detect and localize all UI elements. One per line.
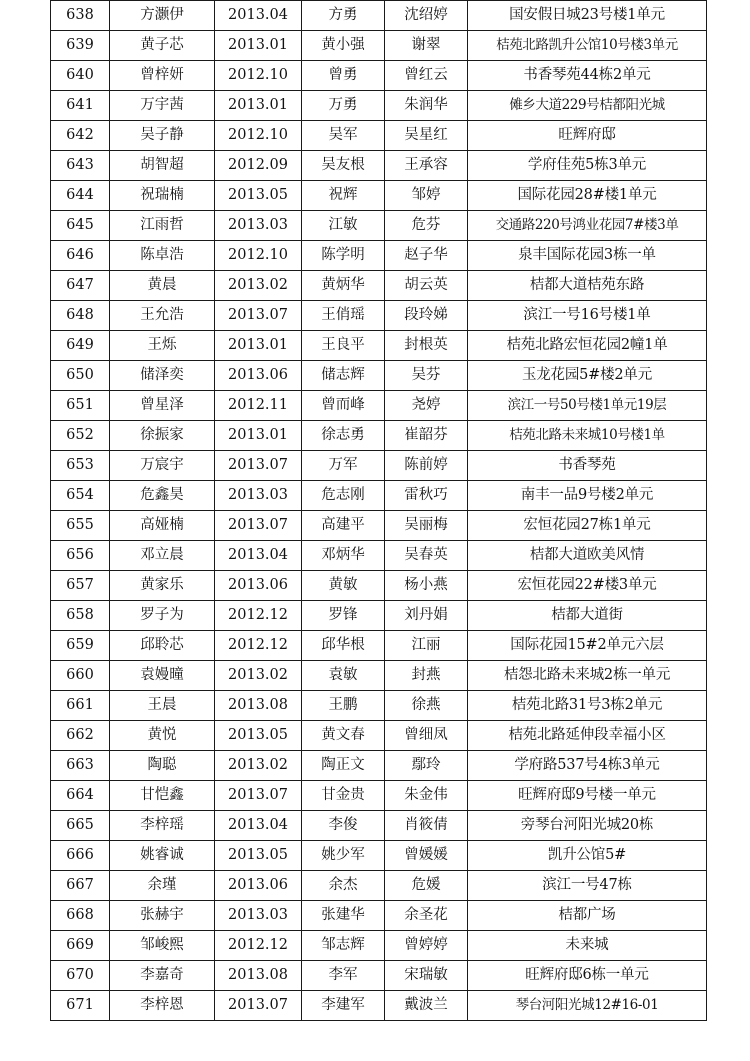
father-name-cell: 徐志勇 xyxy=(302,421,385,451)
student-name-cell: 黄悦 xyxy=(110,721,215,751)
father-name-cell: 罗锋 xyxy=(302,601,385,631)
mother-name-cell: 杨小燕 xyxy=(385,571,468,601)
student-name-cell: 邱聆芯 xyxy=(110,631,215,661)
birth-date-cell: 2013.03 xyxy=(215,901,302,931)
father-name-cell: 邓炳华 xyxy=(302,541,385,571)
father-name-cell: 王俏瑶 xyxy=(302,301,385,331)
student-name-cell: 李梓恩 xyxy=(110,991,215,1021)
table-row xyxy=(51,181,707,211)
student-name-cell: 吴子静 xyxy=(110,121,215,151)
student-name-cell: 黄家乐 xyxy=(110,571,215,601)
student-name-cell: 江雨哲 xyxy=(110,211,215,241)
table-row xyxy=(51,991,707,1021)
table-row xyxy=(51,841,707,871)
father-name-cell: 黄文春 xyxy=(302,721,385,751)
row-number-cell: 660 xyxy=(51,661,110,691)
mother-name-cell: 陈前婷 xyxy=(385,451,468,481)
birth-date-cell: 2012.12 xyxy=(215,931,302,961)
father-name-cell: 黄敏 xyxy=(302,571,385,601)
birth-date-cell: 2013.02 xyxy=(215,751,302,781)
student-name-cell: 方灏伊 xyxy=(110,1,215,31)
address-cell: 桔怨北路未来城2栋一单元 xyxy=(468,661,707,691)
birth-date-cell: 2013.08 xyxy=(215,691,302,721)
mother-name-cell: 余圣花 xyxy=(385,901,468,931)
row-number-cell: 671 xyxy=(51,991,110,1021)
table-row xyxy=(51,751,707,781)
mother-name-cell: 危芬 xyxy=(385,211,468,241)
address-cell: 宏恒花园27栋1单元 xyxy=(468,511,707,541)
mother-name-cell: 徐燕 xyxy=(385,691,468,721)
address-cell: 旺辉府邸 xyxy=(468,121,707,151)
birth-date-cell: 2013.07 xyxy=(215,511,302,541)
mother-name-cell: 曾婷婷 xyxy=(385,931,468,961)
birth-date-cell: 2013.07 xyxy=(215,781,302,811)
father-name-cell: 万军 xyxy=(302,451,385,481)
address-cell: 桔都广场 xyxy=(468,901,707,931)
student-name-cell: 祝瑞楠 xyxy=(110,181,215,211)
student-name-cell: 黄子芯 xyxy=(110,31,215,61)
mother-name-cell: 谢翠 xyxy=(385,31,468,61)
mother-name-cell: 沈绍婷 xyxy=(385,1,468,31)
row-number-cell: 641 xyxy=(51,91,110,121)
row-number-cell: 669 xyxy=(51,931,110,961)
mother-name-cell: 吴芬 xyxy=(385,361,468,391)
father-name-cell: 万勇 xyxy=(302,91,385,121)
address-cell: 桔都大道欧美风情 xyxy=(468,541,707,571)
row-number-cell: 668 xyxy=(51,901,110,931)
student-name-cell: 陶聪 xyxy=(110,751,215,781)
father-name-cell: 李军 xyxy=(302,961,385,991)
birth-date-cell: 2012.09 xyxy=(215,151,302,181)
mother-name-cell: 曾细凤 xyxy=(385,721,468,751)
row-number-cell: 643 xyxy=(51,151,110,181)
father-name-cell: 甘金贵 xyxy=(302,781,385,811)
row-number-cell: 647 xyxy=(51,271,110,301)
mother-name-cell: 戴波兰 xyxy=(385,991,468,1021)
mother-name-cell: 吴春英 xyxy=(385,541,468,571)
row-number-cell: 652 xyxy=(51,421,110,451)
mother-name-cell: 封燕 xyxy=(385,661,468,691)
father-name-cell: 高建平 xyxy=(302,511,385,541)
table-row xyxy=(51,451,707,481)
address-cell: 桔苑北路未来城10号楼1单 xyxy=(468,421,707,451)
table-row xyxy=(51,631,707,661)
father-name-cell: 储志辉 xyxy=(302,361,385,391)
mother-name-cell: 肖筱倩 xyxy=(385,811,468,841)
mother-name-cell: 吴星红 xyxy=(385,121,468,151)
row-number-cell: 648 xyxy=(51,301,110,331)
father-name-cell: 袁敏 xyxy=(302,661,385,691)
father-name-cell: 吴友根 xyxy=(302,151,385,181)
mother-name-cell: 朱金伟 xyxy=(385,781,468,811)
mother-name-cell: 曾红云 xyxy=(385,61,468,91)
mother-name-cell: 危媛 xyxy=(385,871,468,901)
father-name-cell: 王鹏 xyxy=(302,691,385,721)
father-name-cell: 危志刚 xyxy=(302,481,385,511)
father-name-cell: 余杰 xyxy=(302,871,385,901)
address-cell: 桔苑北路延伸段幸福小区 xyxy=(468,721,707,751)
address-cell: 泉丰国际花园3栋一单 xyxy=(468,241,707,271)
father-name-cell: 邹志辉 xyxy=(302,931,385,961)
father-name-cell: 黄小强 xyxy=(302,31,385,61)
mother-name-cell: 赵子华 xyxy=(385,241,468,271)
mother-name-cell: 鄢玲 xyxy=(385,751,468,781)
mother-name-cell: 尧婷 xyxy=(385,391,468,421)
birth-date-cell: 2012.10 xyxy=(215,121,302,151)
table-row xyxy=(51,511,707,541)
row-number-cell: 662 xyxy=(51,721,110,751)
father-name-cell: 黄炳华 xyxy=(302,271,385,301)
table-row xyxy=(51,481,707,511)
student-name-cell: 胡智超 xyxy=(110,151,215,181)
father-name-cell: 曾勇 xyxy=(302,61,385,91)
father-name-cell: 陈学明 xyxy=(302,241,385,271)
student-name-cell: 邓立晨 xyxy=(110,541,215,571)
father-name-cell: 江敏 xyxy=(302,211,385,241)
row-number-cell: 646 xyxy=(51,241,110,271)
student-name-cell: 曾星泽 xyxy=(110,391,215,421)
father-name-cell: 祝辉 xyxy=(302,181,385,211)
father-name-cell: 曾而峰 xyxy=(302,391,385,421)
address-cell: 滨江一号50号楼1单元19层 xyxy=(468,391,707,421)
table-row xyxy=(51,931,707,961)
address-cell: 国安假日城23号楼1单元 xyxy=(468,1,707,31)
roster-body xyxy=(51,1,707,1021)
student-name-cell: 曾梓妍 xyxy=(110,61,215,91)
table-row xyxy=(51,721,707,751)
address-cell: 桔苑北路宏恒花园2幢1单 xyxy=(468,331,707,361)
student-name-cell: 余瑾 xyxy=(110,871,215,901)
student-name-cell: 王允浩 xyxy=(110,301,215,331)
father-name-cell: 陶正文 xyxy=(302,751,385,781)
row-number-cell: 645 xyxy=(51,211,110,241)
address-cell: 滨江一号16号楼1单 xyxy=(468,301,707,331)
student-name-cell: 万宸宇 xyxy=(110,451,215,481)
birth-date-cell: 2013.07 xyxy=(215,301,302,331)
row-number-cell: 658 xyxy=(51,601,110,631)
row-number-cell: 640 xyxy=(51,61,110,91)
student-name-cell: 万宇茜 xyxy=(110,91,215,121)
student-name-cell: 姚睿诚 xyxy=(110,841,215,871)
birth-date-cell: 2013.08 xyxy=(215,961,302,991)
birth-date-cell: 2013.01 xyxy=(215,331,302,361)
student-name-cell: 高娅楠 xyxy=(110,511,215,541)
address-cell: 国际花园15#2单元六层 xyxy=(468,631,707,661)
mother-name-cell: 封根英 xyxy=(385,331,468,361)
mother-name-cell: 胡云英 xyxy=(385,271,468,301)
table-row xyxy=(51,901,707,931)
row-number-cell: 649 xyxy=(51,331,110,361)
mother-name-cell: 宋瑞敏 xyxy=(385,961,468,991)
birth-date-cell: 2013.01 xyxy=(215,31,302,61)
birth-date-cell: 2013.04 xyxy=(215,541,302,571)
mother-name-cell: 崔韶芬 xyxy=(385,421,468,451)
birth-date-cell: 2013.01 xyxy=(215,421,302,451)
table-row xyxy=(51,361,707,391)
mother-name-cell: 曾媛媛 xyxy=(385,841,468,871)
student-name-cell: 张赫宇 xyxy=(110,901,215,931)
address-cell: 南丰一品9号楼2单元 xyxy=(468,481,707,511)
row-number-cell: 656 xyxy=(51,541,110,571)
student-name-cell: 黄晨 xyxy=(110,271,215,301)
row-number-cell: 651 xyxy=(51,391,110,421)
student-name-cell: 危鑫昊 xyxy=(110,481,215,511)
father-name-cell: 方勇 xyxy=(302,1,385,31)
address-cell: 书香琴苑 xyxy=(468,451,707,481)
address-cell: 桔苑北路31号3栋2单元 xyxy=(468,691,707,721)
father-name-cell: 邱华根 xyxy=(302,631,385,661)
mother-name-cell: 刘丹娟 xyxy=(385,601,468,631)
father-name-cell: 姚少军 xyxy=(302,841,385,871)
birth-date-cell: 2012.12 xyxy=(215,601,302,631)
mother-name-cell: 吴丽梅 xyxy=(385,511,468,541)
address-cell: 旁琴台河阳光城20栋 xyxy=(468,811,707,841)
row-number-cell: 667 xyxy=(51,871,110,901)
birth-date-cell: 2013.06 xyxy=(215,361,302,391)
student-name-cell: 徐振家 xyxy=(110,421,215,451)
address-cell: 旺辉府邸9号楼一单元 xyxy=(468,781,707,811)
row-number-cell: 638 xyxy=(51,1,110,31)
address-cell: 书香琴苑44栋2单元 xyxy=(468,61,707,91)
address-cell: 国际花园28#楼1单元 xyxy=(468,181,707,211)
table-row xyxy=(51,661,707,691)
address-cell: 交通路220号鸿业花园7#楼3单 xyxy=(468,211,707,241)
table-row xyxy=(51,601,707,631)
father-name-cell: 李俊 xyxy=(302,811,385,841)
mother-name-cell: 段玲娣 xyxy=(385,301,468,331)
birth-date-cell: 2012.10 xyxy=(215,241,302,271)
address-cell: 琴台河阳光城12#16-01 xyxy=(468,991,707,1021)
address-cell: 旺辉府邸6栋一单元 xyxy=(468,961,707,991)
row-number-cell: 664 xyxy=(51,781,110,811)
birth-date-cell: 2013.05 xyxy=(215,841,302,871)
father-name-cell: 吴军 xyxy=(302,121,385,151)
row-number-cell: 642 xyxy=(51,121,110,151)
row-number-cell: 665 xyxy=(51,811,110,841)
father-name-cell: 王良平 xyxy=(302,331,385,361)
student-name-cell: 邹峻熙 xyxy=(110,931,215,961)
birth-date-cell: 2013.02 xyxy=(215,271,302,301)
birth-date-cell: 2013.07 xyxy=(215,451,302,481)
father-name-cell: 李建军 xyxy=(302,991,385,1021)
birth-date-cell: 2013.06 xyxy=(215,571,302,601)
table-row xyxy=(51,871,707,901)
mother-name-cell: 王承容 xyxy=(385,151,468,181)
row-number-cell: 644 xyxy=(51,181,110,211)
mother-name-cell: 邹婷 xyxy=(385,181,468,211)
row-number-cell: 663 xyxy=(51,751,110,781)
address-cell: 傩乡大道229号桔都阳光城 xyxy=(468,91,707,121)
table-row xyxy=(51,391,707,421)
student-name-cell: 李嘉奇 xyxy=(110,961,215,991)
table-row xyxy=(51,61,707,91)
address-cell: 桔都大道街 xyxy=(468,601,707,631)
table-row xyxy=(51,691,707,721)
mother-name-cell: 朱润华 xyxy=(385,91,468,121)
student-name-cell: 李梓瑶 xyxy=(110,811,215,841)
mother-name-cell: 雷秋巧 xyxy=(385,481,468,511)
mother-name-cell: 江丽 xyxy=(385,631,468,661)
address-cell: 宏恒花园22#楼3单元 xyxy=(468,571,707,601)
address-cell: 未来城 xyxy=(468,931,707,961)
address-cell: 滨江一号47栋 xyxy=(468,871,707,901)
table-row xyxy=(51,421,707,451)
table-row xyxy=(51,241,707,271)
table-row xyxy=(51,541,707,571)
row-number-cell: 654 xyxy=(51,481,110,511)
address-cell: 凯升公馆5# xyxy=(468,841,707,871)
address-cell: 学府佳苑5栋3单元 xyxy=(468,151,707,181)
birth-date-cell: 2012.12 xyxy=(215,631,302,661)
table-row xyxy=(51,271,707,301)
address-cell: 学府路537号4栋3单元 xyxy=(468,751,707,781)
birth-date-cell: 2013.05 xyxy=(215,721,302,751)
table-row xyxy=(51,1,707,31)
birth-date-cell: 2012.11 xyxy=(215,391,302,421)
row-number-cell: 650 xyxy=(51,361,110,391)
student-roster-table xyxy=(50,0,707,1021)
row-number-cell: 670 xyxy=(51,961,110,991)
birth-date-cell: 2013.01 xyxy=(215,91,302,121)
birth-date-cell: 2013.02 xyxy=(215,661,302,691)
table-row xyxy=(51,571,707,601)
student-name-cell: 袁嫚曈 xyxy=(110,661,215,691)
table-row xyxy=(51,811,707,841)
student-name-cell: 王晨 xyxy=(110,691,215,721)
table-row xyxy=(51,121,707,151)
row-number-cell: 639 xyxy=(51,31,110,61)
student-name-cell: 甘恺鑫 xyxy=(110,781,215,811)
table-row xyxy=(51,961,707,991)
row-number-cell: 659 xyxy=(51,631,110,661)
father-name-cell: 张建华 xyxy=(302,901,385,931)
table-row xyxy=(51,781,707,811)
student-name-cell: 储泽奕 xyxy=(110,361,215,391)
birth-date-cell: 2013.06 xyxy=(215,871,302,901)
table-row xyxy=(51,331,707,361)
row-number-cell: 657 xyxy=(51,571,110,601)
table-row xyxy=(51,301,707,331)
birth-date-cell: 2013.07 xyxy=(215,991,302,1021)
birth-date-cell: 2012.10 xyxy=(215,61,302,91)
row-number-cell: 653 xyxy=(51,451,110,481)
row-number-cell: 661 xyxy=(51,691,110,721)
birth-date-cell: 2013.04 xyxy=(215,1,302,31)
birth-date-cell: 2013.03 xyxy=(215,211,302,241)
table-row xyxy=(51,151,707,181)
table-row xyxy=(51,91,707,121)
address-cell: 玉龙花园5#楼2单元 xyxy=(468,361,707,391)
address-cell: 桔苑北路凯升公馆10号楼3单元 xyxy=(468,31,707,61)
birth-date-cell: 2013.04 xyxy=(215,811,302,841)
birth-date-cell: 2013.03 xyxy=(215,481,302,511)
table-row xyxy=(51,211,707,241)
table-row xyxy=(51,31,707,61)
address-cell: 桔都大道桔苑东路 xyxy=(468,271,707,301)
row-number-cell: 655 xyxy=(51,511,110,541)
student-name-cell: 陈卓浩 xyxy=(110,241,215,271)
student-name-cell: 罗子为 xyxy=(110,601,215,631)
student-name-cell: 王烁 xyxy=(110,331,215,361)
birth-date-cell: 2013.05 xyxy=(215,181,302,211)
row-number-cell: 666 xyxy=(51,841,110,871)
